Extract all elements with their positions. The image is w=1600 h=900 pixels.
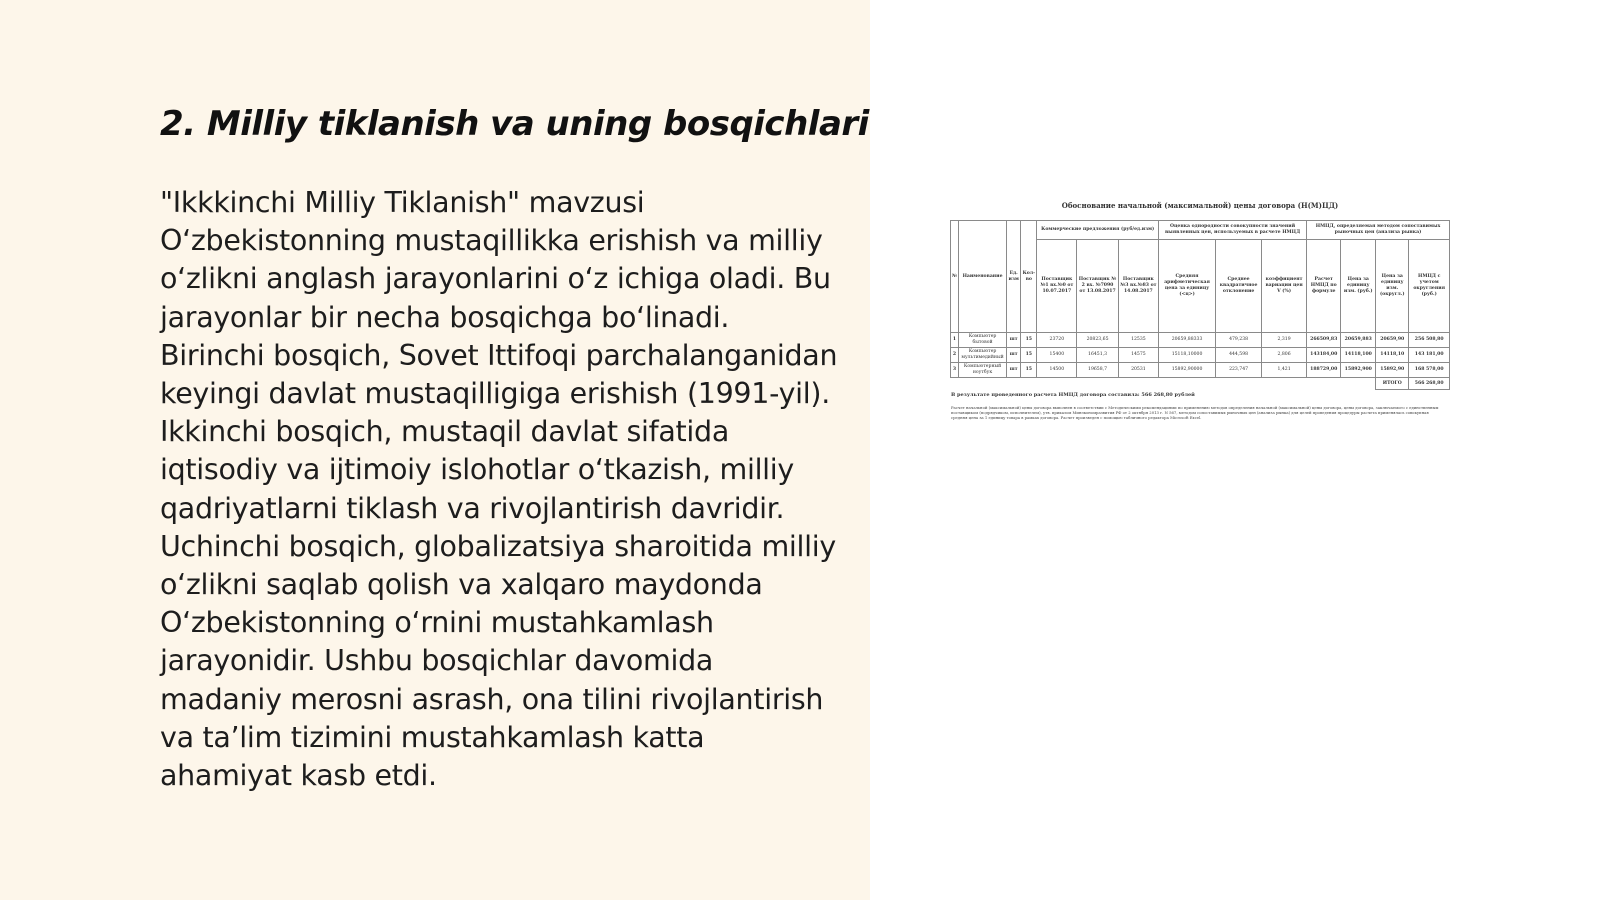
table-cell-blank <box>951 378 1376 390</box>
table-total-row <box>951 378 1450 390</box>
document-image <box>945 195 1455 445</box>
table-cell: 14118,100 <box>1341 348 1376 363</box>
table-cell: 20531 <box>1118 363 1158 378</box>
column-header: Расчет НМЦД по формуле <box>1307 240 1341 333</box>
table-cell: шт <box>1007 348 1021 363</box>
column-header: Кол-во <box>1021 221 1037 333</box>
table-group-header-row <box>951 221 1450 240</box>
table-cell: 15118,10000 <box>1159 348 1216 363</box>
column-header: № <box>951 221 959 333</box>
table-cell: 15400 <box>1037 348 1077 363</box>
table-cell: 15 <box>1021 363 1037 378</box>
table-cell: 1,421 <box>1262 363 1307 378</box>
table-cell: 15 <box>1021 333 1037 348</box>
table-cell: 14118,10 <box>1376 348 1409 363</box>
table-cell: 15 <box>1021 348 1037 363</box>
column-header: Поставщик № 2 вх. №7090 от 13.08.2017 <box>1077 240 1118 333</box>
table-cell: 223,747 <box>1216 363 1262 378</box>
table-cell: 479,238 <box>1216 333 1262 348</box>
table-cell: 14575 <box>1118 348 1158 363</box>
slide-body-text: "Ikkkinchi Milliy Tiklanish" mavzusi O‘zbekistonning mustaqillikka erishish va milliy o‘zlikni anglash jarayonlarini o‘z ichiga oladi. Bu jarayonlar bir necha bosqichga bo‘linadi. Birinchi bosqich, Sovet Ittifoqi parchalanganidan keyingi davlat mustaqilligiga erishish (1991-yil). Ikkinchi bosqich, mustaqil davlat sifatida iqtisodiy va ijtimoiy islohotlar o‘tkazish, milliy qadriyatlarni tiklash va rivojlantirish davridir. Uchinchi bosqich, globalizatsiya sharoitida milliy o‘zlikni saqlab qolish va xalqaro maydonda O‘zbekistonning o‘rnini mustahkamlash jarayonidir. Ushbu bosqichlar davomida madaniy merosni asrash, ona tilini rivojlantirish va ta’lim tizimini mustahkamlash katta ahamiyat kasb etdi. <box>160 186 838 793</box>
table-cell: 20659,90 <box>1376 333 1409 348</box>
slide-title: 2. Milliy tiklanish va uning bosqichlari <box>160 104 869 144</box>
table-cell: 14500 <box>1037 363 1077 378</box>
total-value: 566 268,80 <box>1409 378 1450 390</box>
column-header: Средняя арифметическая цена за единицу (<ц>) <box>1159 240 1216 333</box>
column-header: НМЦД с учетом округления (руб.) <box>1409 240 1450 333</box>
total-label: ИТОГО <box>1376 378 1409 390</box>
table-row <box>951 333 1450 348</box>
table-cell: 20659,88333 <box>1159 333 1216 348</box>
table-cell: 15892,90 <box>1376 363 1409 378</box>
table-cell: 143184,00 <box>1307 348 1341 363</box>
table-cell: 3 <box>951 363 959 378</box>
table-cell: 188729,00 <box>1307 363 1341 378</box>
table-cell: Компьютерный ноутбук <box>959 363 1007 378</box>
column-header: Наименование <box>959 221 1007 333</box>
column-header: Поставщик №3 вх.№83 от 14.08.2017 <box>1118 240 1158 333</box>
image-panel <box>870 0 1600 900</box>
column-header: Ед. изм <box>1007 221 1021 333</box>
table-cell: 143 181,00 <box>1409 348 1450 363</box>
table-cell: 444,598 <box>1216 348 1262 363</box>
result-line: В результате проведенного расчета НМЦД договора составила: 566 268,80 рублей <box>951 392 1195 398</box>
table-cell: 16451,3 <box>1077 348 1118 363</box>
table-cell: шт <box>1007 363 1021 378</box>
table-cell: шт <box>1007 333 1021 348</box>
price-table <box>950 220 1450 390</box>
column-header: Среднее квадратичное отклонение <box>1216 240 1262 333</box>
table-cell: 2,319 <box>1262 333 1307 348</box>
table-cell: 168 578,00 <box>1409 363 1450 378</box>
table-row <box>951 363 1450 378</box>
document-title: Обоснование начальной (максимальной) цены договора (Н(М)ЦД) <box>1061 201 1339 210</box>
table-cell: 266509,83 <box>1307 333 1341 348</box>
table-cell: 15892,90000 <box>1159 363 1216 378</box>
group-header-nmcd: НМЦД, определяемая методом сопоставимых рыночных цен (анализа рынка) <box>1307 221 1450 240</box>
table-cell: 256 508,80 <box>1409 333 1450 348</box>
table-cell: Компьютер мультимедийный <box>959 348 1007 363</box>
column-header: Цена за единицу изм. (округл.) <box>1376 240 1409 333</box>
column-header: коэффициент вариации цен V (%) <box>1262 240 1307 333</box>
column-header: Поставщик №1 вх.№0 от 10.07.2017 <box>1037 240 1077 333</box>
table-cell: Компьютер бытовой <box>959 333 1007 348</box>
group-header-uniformity: Оценка однородности совокупности значений выявленных цен, используемых в расчете НМЦД <box>1159 221 1307 240</box>
document-note: Расчет начальной (максимальной) цены договора выполнен в соответствии с Методическими рекомендациями по применению методов определения начальной (максимальной) цены договора, цены договора, заключаемого с единственным поставщиком (подрядчиком, исполнителем), утв. приказом Минэкономразвития РФ от 2 октября 2013 г. N 567, методом сопоставимых рыночных цен (анализа рынка) для целей проведения процедуры расчета применялась совокупная средняя цена за 1 единицу товара в рамках договора. Расчет произведен с помощью табличного редактора Microsoft Excel. <box>951 405 1439 420</box>
table-row <box>951 348 1450 363</box>
table-cell: 23720 <box>1037 333 1077 348</box>
table-cell: 2,806 <box>1262 348 1307 363</box>
table-cell: 20659,883 <box>1341 333 1376 348</box>
table-cell: 15892,900 <box>1341 363 1376 378</box>
table-cell: 12535 <box>1118 333 1158 348</box>
table-cell: 2 <box>951 348 959 363</box>
table-cell: 20823,65 <box>1077 333 1118 348</box>
table-cell: 1 <box>951 333 959 348</box>
column-header: Цена за единицу изм. (руб.) <box>1341 240 1376 333</box>
group-header-commercial: Коммерческие предложения (руб/ед.изм) <box>1037 221 1159 240</box>
table-cell: 19658,7 <box>1077 363 1118 378</box>
